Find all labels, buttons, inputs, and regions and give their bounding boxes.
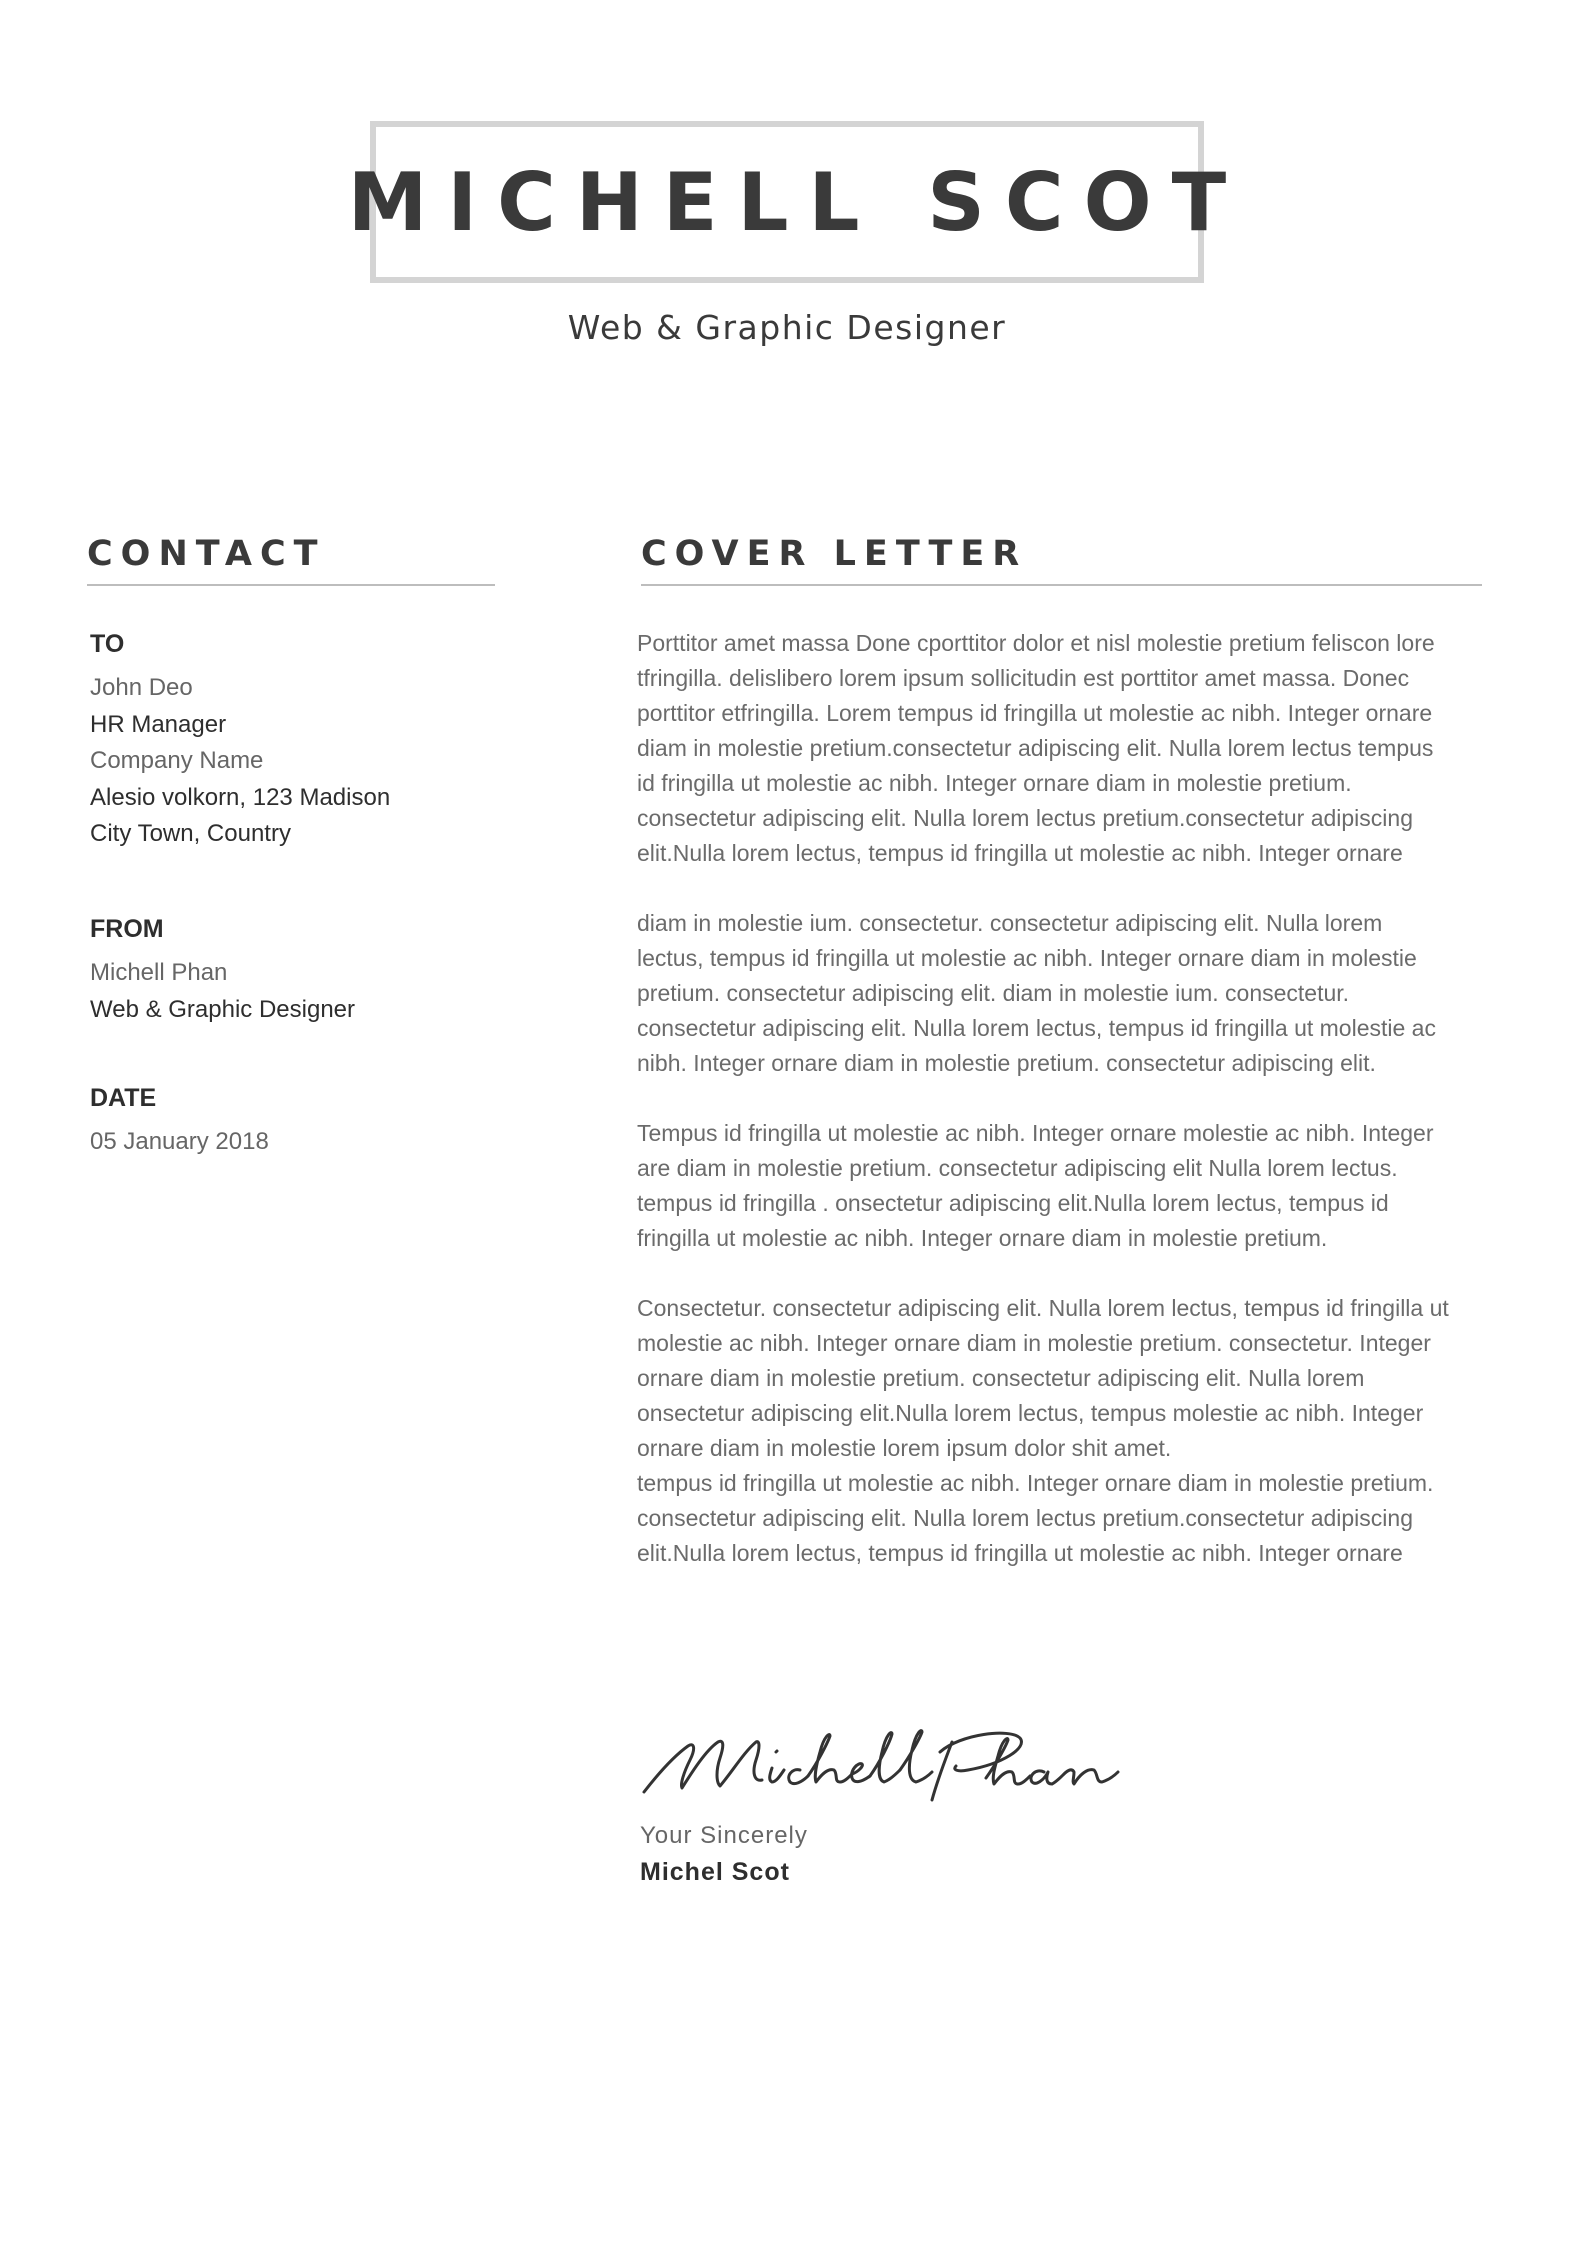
date-label: DATE [90, 1084, 157, 1112]
letter-paragraph-4: Consectetur. consectetur adipiscing elit. Nulla lorem lectus, tempus id fringilla ut molestie ac nibh. Integer ornare diam in molestie pretium. consectetur. Integer ornare diam in molestie pretium. consectetur adipiscing elit. Nulla lorem onsectetur adipiscing elit.Nulla lorem lectus, tempus molestie ac nibh. Integer ornare diam in molestie lorem ipsum dolor shit amet. tempus id fringilla ut molestie ac nibh. Integer ornare diam in molestie pretium. consectetur adipiscing elit. Nulla lorem lectus pretium.consectetur adipiscing elit.Nulla lorem lectus, tempus id fringilla ut molestie ac nibh. Integer ornare [637, 1295, 1449, 1566]
name-box [347, 121, 1247, 283]
sender-position: Web & Graphic Designer [90, 995, 356, 1023]
applicant-name: MICHELL SCOT [347, 155, 1247, 249]
recipient-block [90, 626, 510, 853]
to-label: TO [90, 630, 125, 658]
recipient-position: HR Manager [90, 710, 227, 738]
date-value: 05 January 2018 [90, 1128, 269, 1155]
signature-image [640, 1712, 1120, 1807]
contact-divider [87, 584, 495, 586]
from-label: FROM [90, 915, 164, 943]
recipient-address: Alesio volkorn, 123 Madison [90, 783, 391, 811]
cover-letter-heading: COVER LETTER [641, 534, 1028, 574]
letter-paragraph-3: Tempus id fringilla ut molestie ac nibh. Integer ornare molestie ac nibh. Integer are diam in molestie pretium. consectetur adipiscing elit Nulla lorem lectus. tempus id fringilla . onsectetur adipiscing elit.Nulla lorem lectus, tempus id fringilla ut molestie ac nibh. Integer ornare diam in molestie pretium. [637, 1120, 1434, 1251]
cover-letter-divider [641, 584, 1482, 586]
date-block [90, 1080, 510, 1161]
closing-phrase: Your Sincerely [640, 1822, 808, 1849]
applicant-title: Web & Graphic Designer [567, 308, 1007, 347]
signer-name: Michel Scot [640, 1858, 790, 1886]
recipient-company: Company Name [90, 747, 264, 774]
recipient-name: John Deo [90, 674, 193, 701]
letter-body [637, 626, 1507, 1571]
sender-name: Michell Phan [90, 959, 228, 986]
sender-block [90, 911, 510, 1028]
letter-paragraph-1: Porttitor amet massa Done cporttitor dolor et nisl molestie pretium feliscon lore tfringilla. delislibero lorem ipsum sollicitudin est porttitor amet massa. Donec porttitor etfringilla. Lorem tempus id fringilla ut molestie ac nibh. Integer ornare diam in molestie pretium.consectetur adipiscing elit. Nulla lorem lectus tempus id fringilla ut molestie ac nibh. Integer ornare diam in molestie pretium. consectetur adipiscing elit. Nulla lorem lectus pretium.consectetur adipiscing elit.Nulla lorem lectus, tempus id fringilla ut molestie ac nibh. Integer ornare [637, 630, 1435, 866]
letter-paragraph-2: diam in molestie ium. consectetur. consectetur adipiscing elit. Nulla lorem lectus, tempus id fringilla ut molestie ac nibh. Integer ornare diam in molestie pretium. consectetur adipiscing elit. diam in molestie ium. consectetur. consectetur adipiscing elit. Nulla lorem lectus, tempus id fringilla ut molestie ac nibh. Integer ornare diam in molestie pretium. consectetur adipiscing elit. [637, 910, 1436, 1076]
contact-heading: CONTACT [87, 534, 326, 574]
recipient-city: City Town, Country [90, 820, 291, 847]
